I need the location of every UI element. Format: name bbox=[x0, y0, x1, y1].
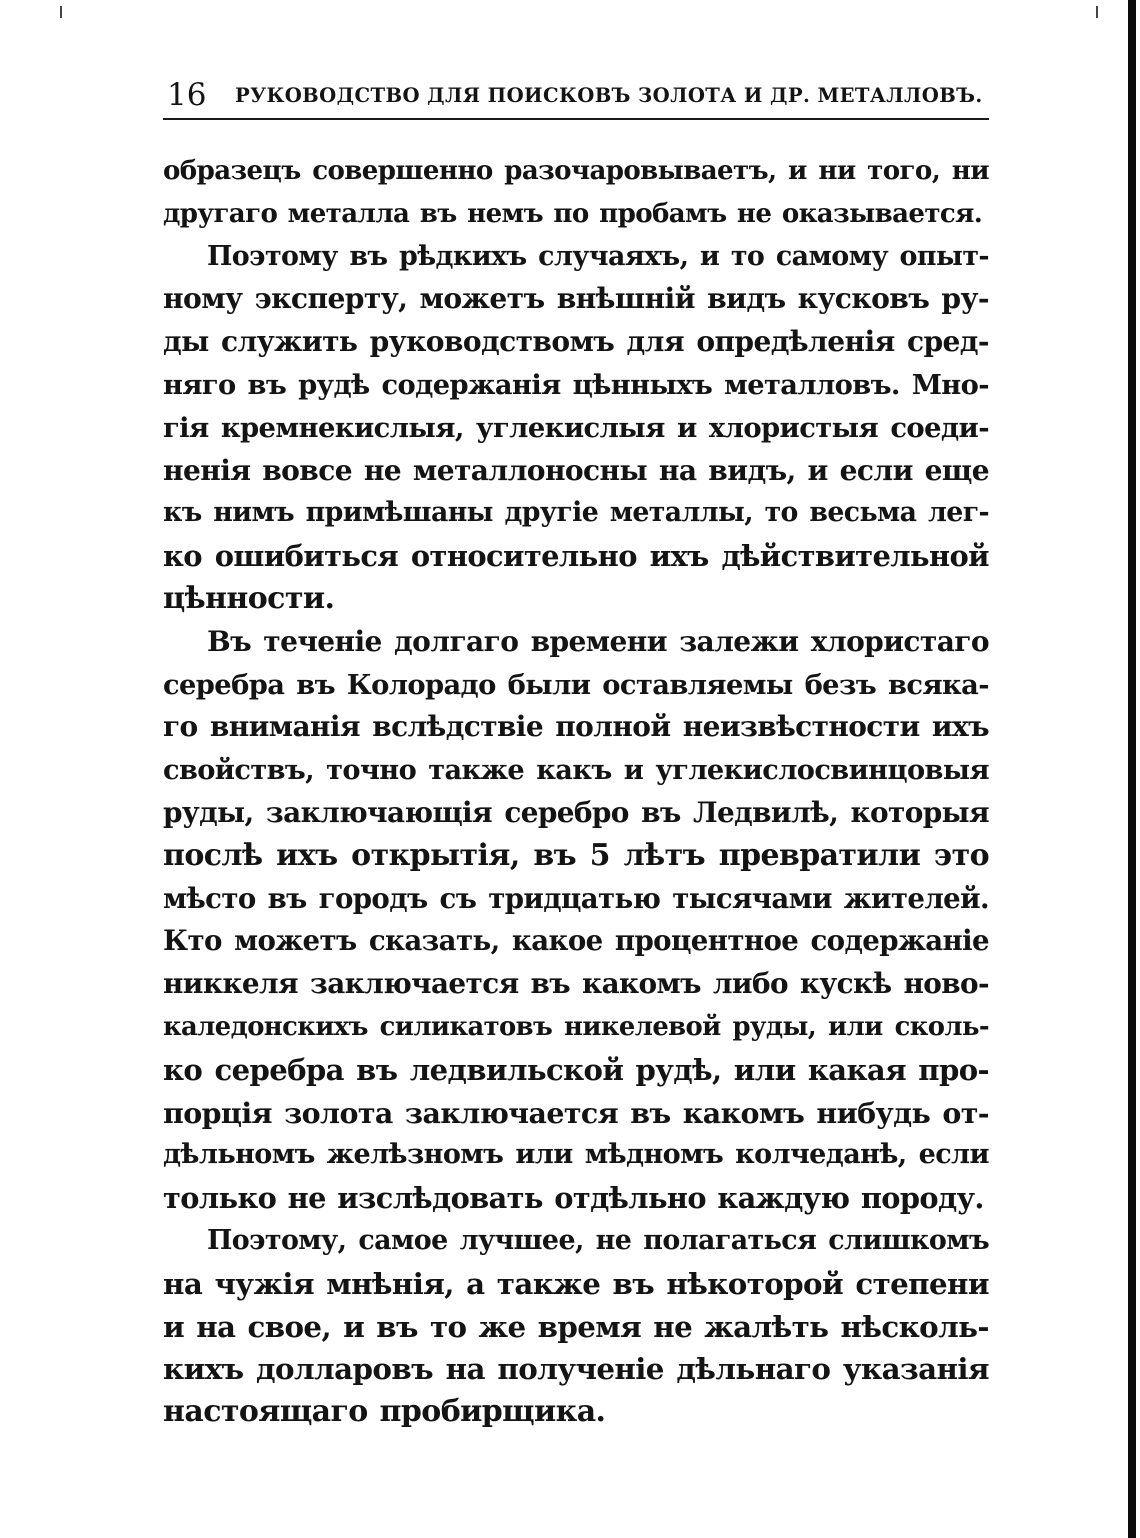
text-line: ко ошибиться относительно ихъ дѣйствительной bbox=[163, 539, 989, 574]
text-line: на чужія мнѣнія, а также въ нѣкоторой степени bbox=[163, 1265, 989, 1301]
text-line: Въ теченіе долгаго времени залежи хлористаго bbox=[207, 624, 989, 658]
text-line: другаго металла въ немъ по пробамъ не оказывается. bbox=[163, 198, 983, 229]
text-line: ко серебра въ ледвильской рудѣ, или какая про- bbox=[163, 1052, 989, 1087]
text-line: образецъ совершенно разочаровываетъ, и ни того, ни bbox=[163, 156, 989, 186]
text-line: цѣнности. bbox=[163, 580, 335, 616]
text-line: кихъ долларовъ на полученіе дѣльнаго указанія bbox=[163, 1351, 989, 1387]
text-line: Поэтому въ рѣдкихъ случаяхъ, и то самому опыт- bbox=[207, 240, 989, 272]
text-line: порція золота заключается въ какомъ нибудь от- bbox=[163, 1095, 989, 1130]
text-line: серебра въ Колорадо были оставляемы безъ всяка- bbox=[163, 668, 989, 701]
text-line: къ нимъ примѣшаны другіе металлы, то весьма лег- bbox=[163, 497, 989, 529]
header-rule bbox=[163, 118, 989, 120]
text-line: свойствъ, точно также какъ и углекислосвинцовыя bbox=[163, 754, 989, 787]
page-header bbox=[163, 78, 989, 112]
text-line: руды, заключающія серебро въ Ледвилѣ, которыя bbox=[163, 795, 989, 829]
text-line: ному эксперту, можетъ внѣшній видъ кусковъ ру- bbox=[163, 282, 989, 316]
text-line: мѣсто въ городъ съ тридцатью тысячами жителей. bbox=[163, 881, 989, 915]
body-text bbox=[163, 150, 989, 1434]
text-line: ненія вовсе не металлоносны на видъ, и если еще bbox=[163, 453, 989, 487]
text-line: дѣльномъ желѣзномъ или мѣдномъ колчеданѣ, если bbox=[163, 1139, 989, 1171]
scan-mark-right bbox=[1096, 6, 1098, 18]
text-line: гія кремнекислыя, углекислыя и хлористыя соеди- bbox=[163, 411, 989, 444]
text-line: го вниманія вслѣдствіе полной неизвѣстности ихъ bbox=[163, 710, 989, 744]
text-line: ды служить руководствомъ для опредѣленія сред- bbox=[163, 325, 989, 359]
running-title: РУКОВОДСТВО ДЛЯ ПОИСКОВЪ ЗОЛОТА И ДР. МЕТАЛЛОВЪ. bbox=[235, 84, 983, 107]
text-line: Поэтому, самое лучшее, не полагаться слишкомъ bbox=[207, 1224, 989, 1256]
page-number: 16 bbox=[167, 77, 207, 113]
text-line: только не изслѣдовать отдѣльно каждую породу. bbox=[163, 1181, 984, 1216]
text-line: послѣ ихъ открытія, въ 5 лѣтъ превратили это bbox=[163, 837, 989, 873]
text-line: никкеля заключается въ какомъ либо кускѣ ново- bbox=[163, 967, 989, 1001]
text-line: настоящаго пробирщика. bbox=[163, 1394, 606, 1430]
text-line: Кто можетъ сказать, какое процентное содержаніе bbox=[163, 924, 989, 958]
scan-mark-left bbox=[60, 6, 62, 18]
text-line: няго въ рудѣ содержанія цѣнныхъ металловъ. Мно- bbox=[163, 368, 989, 401]
text-line: каледонскихъ силикатовъ никелевой руды, или сколь- bbox=[163, 1011, 989, 1042]
text-line: и на свое, и въ то же время не жалѣть нѣсколь- bbox=[163, 1308, 989, 1344]
scan-edge bbox=[1128, 0, 1136, 1538]
